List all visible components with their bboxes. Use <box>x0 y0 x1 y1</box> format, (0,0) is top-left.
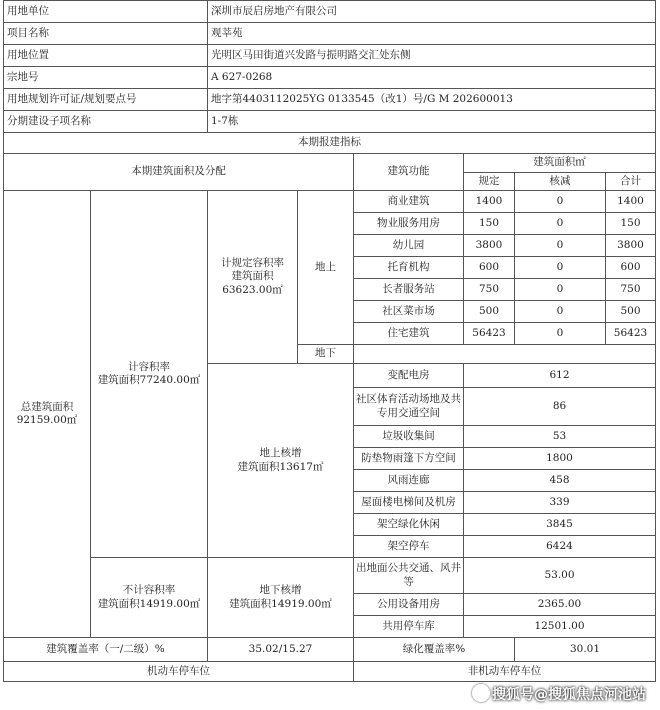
coverage-label: 建筑覆盖率（一/二级）% <box>4 638 208 662</box>
coverage-value: 35.02/15.27 <box>208 638 354 662</box>
watermark-text: 搜狐号@搜狐焦点河池站 <box>492 687 646 703</box>
planned-value: 3800 <box>464 235 515 257</box>
far-area-cell <box>91 191 208 558</box>
area-value: 86 <box>464 388 656 426</box>
function-name: 住宅建筑 <box>354 323 464 345</box>
header-value: 光明区马田街道兴发路与振明路交汇处东侧 <box>208 45 656 67</box>
header-label: 用地规划许可证/规划要点号 <box>4 89 208 111</box>
far-specified-label: 计规定容积率 <box>221 257 284 270</box>
header-value: A 627-0268 <box>208 67 656 89</box>
planning-table <box>3 0 656 682</box>
header-label: 项目名称 <box>4 23 208 45</box>
table-head-row <box>4 154 656 173</box>
header-row-location <box>4 45 656 67</box>
area-value: 53.00 <box>464 558 656 594</box>
function-name: 商业建筑 <box>354 191 464 213</box>
header-label: 用地位置 <box>4 45 208 67</box>
area-value: 6424 <box>464 536 656 558</box>
total-value: 500 <box>606 301 656 323</box>
area-value: 1800 <box>464 448 656 470</box>
function-name: 托育机构 <box>354 257 464 279</box>
section-title: 本期报建指标 <box>4 133 656 154</box>
header-row-unit <box>4 1 656 23</box>
above-increase-value: 建筑面积13617㎡ <box>237 460 324 473</box>
header-value: 地字第4403112025YG 0133545（改1）号/G M 202600013 <box>208 89 656 111</box>
planned-header: 规定 <box>464 173 515 191</box>
far-specified-cell <box>208 191 298 364</box>
distribution-header: 本期建筑面积及分配 <box>4 154 354 191</box>
header-row-parcel <box>4 67 656 89</box>
green-value: 30.01 <box>515 638 656 662</box>
adjust-value: 0 <box>515 213 606 235</box>
far-area-label: 计容积率 <box>128 360 170 373</box>
table-row <box>4 558 656 594</box>
function-name: 架空绿化休闲 <box>354 514 464 536</box>
parking-row <box>4 662 656 682</box>
adjust-value: 0 <box>515 323 606 345</box>
total-value: 1400 <box>606 191 656 213</box>
function-name: 防垫物雨篷下方空间 <box>354 448 464 470</box>
header-value: 观莘苑 <box>208 23 656 45</box>
area-header: 建筑面积㎡ <box>464 154 656 173</box>
above-ground-label: 地上 <box>298 191 354 345</box>
table-row <box>4 191 656 213</box>
area-value: 3845 <box>464 514 656 536</box>
adjust-value: 0 <box>515 191 606 213</box>
function-header: 建筑功能 <box>354 154 464 191</box>
total-area-label: 总建筑面积 <box>20 400 74 413</box>
green-label: 绿化覆盖率% <box>354 638 515 662</box>
area-value: 339 <box>464 492 656 514</box>
planned-value: 500 <box>464 301 515 323</box>
non-far-value: 建筑面积14919.00㎡ <box>97 597 201 610</box>
area-value: 2365.00 <box>464 594 656 616</box>
area-value: 612 <box>464 364 656 388</box>
function-name: 架空停车 <box>354 536 464 558</box>
header-value: 深圳市辰启房地产有限公司 <box>208 1 656 23</box>
planned-value: 600 <box>464 257 515 279</box>
total-value: 150 <box>606 213 656 235</box>
function-name: 公用设备用房 <box>354 594 464 616</box>
adjust-value: 0 <box>515 301 606 323</box>
header-row-permit <box>4 89 656 111</box>
header-label: 宗地号 <box>4 67 208 89</box>
underground-increase-value: 建筑面积14919.00㎡ <box>229 597 332 610</box>
total-area-value: 92159.00㎡ <box>16 414 78 426</box>
header-value: 1-7栋 <box>208 111 656 133</box>
adjust-header: 核减 <box>515 173 606 191</box>
non-far-label: 不计容积率 <box>122 584 176 597</box>
area-value: 53 <box>464 426 656 448</box>
total-area-cell <box>4 191 91 638</box>
sohu-logo-icon <box>472 684 490 702</box>
header-row-project <box>4 23 656 45</box>
underground-increase-label: 地下核增 <box>259 584 302 597</box>
function-name: 幼儿园 <box>354 235 464 257</box>
header-label: 分期建设子项名称 <box>4 111 208 133</box>
section-title-row <box>4 133 656 154</box>
far-specified-value-label: 建筑面积 <box>231 270 274 283</box>
area-value: 458 <box>464 470 656 492</box>
adjust-value: 0 <box>515 235 606 257</box>
empty-cell <box>354 345 656 364</box>
function-name: 垃圾收集间 <box>354 426 464 448</box>
far-area-value: 建筑面积77240.00㎡ <box>97 374 201 386</box>
function-name: 风雨连廊 <box>354 470 464 492</box>
total-header: 合计 <box>606 173 656 191</box>
planned-value: 150 <box>464 213 515 235</box>
planned-value: 750 <box>464 279 515 301</box>
total-value: 750 <box>606 279 656 301</box>
function-name: 长者服务站 <box>354 279 464 301</box>
watermark <box>472 684 646 704</box>
planned-value: 1400 <box>464 191 515 213</box>
below-ground-label: 地下 <box>298 345 354 364</box>
function-name: 物业服务用房 <box>354 213 464 235</box>
function-name: 变配电房 <box>354 364 464 388</box>
function-name: 出地面公共交通、风井等 <box>354 558 464 594</box>
far-specified-value: 63623.00㎡ <box>222 283 283 296</box>
underground-increase-cell <box>208 558 354 638</box>
adjust-value: 0 <box>515 279 606 301</box>
total-value: 56423 <box>606 323 656 345</box>
function-name: 社区菜市场 <box>354 301 464 323</box>
non-far-cell <box>91 558 208 638</box>
area-value: 12501.00 <box>464 616 656 638</box>
function-name: 共用停车库 <box>354 616 464 638</box>
function-name: 屋面楼电梯间及机房 <box>354 492 464 514</box>
parking-right-label: 非机动车停车位 <box>354 662 656 682</box>
above-increase-label: 地上核增 <box>259 447 302 460</box>
planned-value: 56423 <box>464 323 515 345</box>
function-name: 社区体育活动场地及共专用交通空间 <box>354 388 464 426</box>
header-row-phase <box>4 111 656 133</box>
adjust-value: 0 <box>515 257 606 279</box>
above-increase-cell <box>208 364 354 558</box>
total-value: 600 <box>606 257 656 279</box>
total-value: 3800 <box>606 235 656 257</box>
header-label: 用地单位 <box>4 1 208 23</box>
coverage-row <box>4 638 656 662</box>
parking-label: 机动车停车位 <box>4 662 354 682</box>
